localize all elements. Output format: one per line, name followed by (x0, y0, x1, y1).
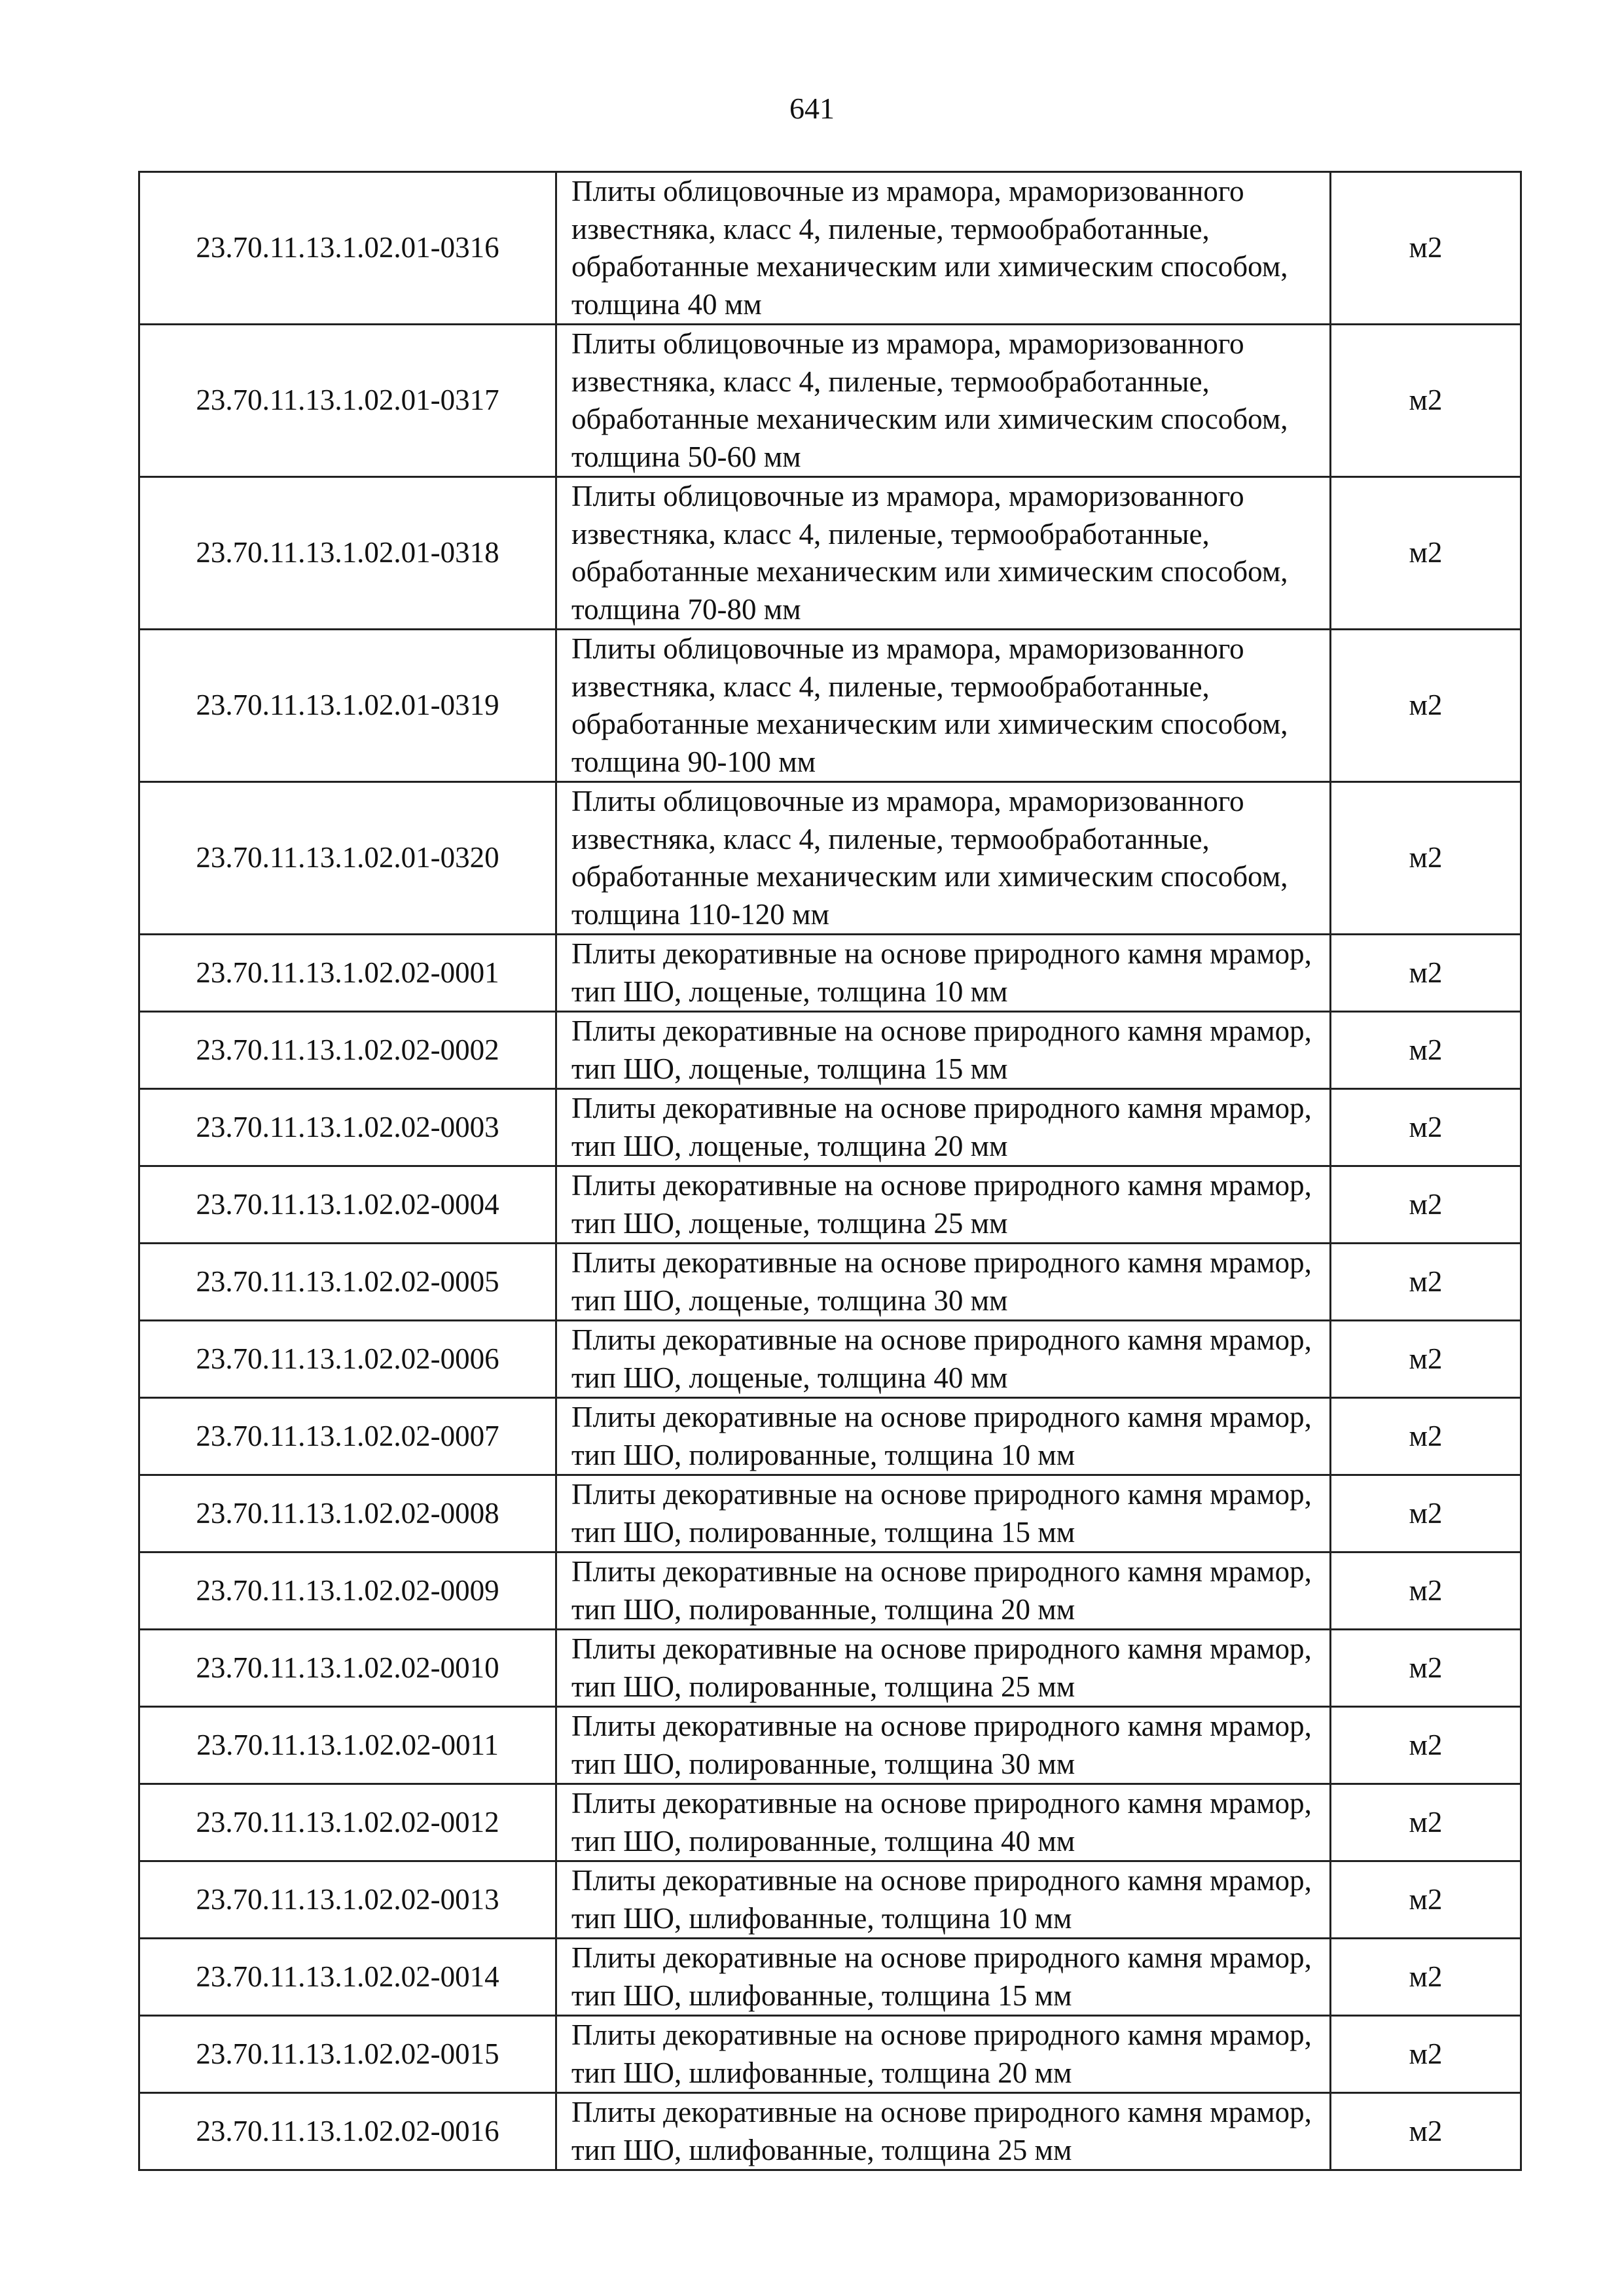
item-name: Плиты облицовочные из мрамора, мраморизованного известняка, класс 4, пиленые, термообработанные, обработанные механическим или химическим способом, толщина 70-80 мм (556, 477, 1331, 630)
item-name: Плиты декоративные на основе природного камня мрамор, тип ШО, лощеные, толщина 30 мм (556, 1244, 1331, 1321)
item-code: 23.70.11.13.1.02.02-0009 (139, 1552, 556, 1630)
table-row (139, 1012, 1521, 1089)
item-code: 23.70.11.13.1.02.02-0005 (139, 1244, 556, 1321)
item-unit: м2 (1331, 782, 1521, 935)
item-unit: м2 (1331, 477, 1521, 630)
item-code: 23.70.11.13.1.02.02-0012 (139, 1784, 556, 1861)
item-unit: м2 (1331, 935, 1521, 1012)
item-code: 23.70.11.13.1.02.02-0002 (139, 1012, 556, 1089)
item-unit: м2 (1331, 1398, 1521, 1475)
item-name: Плиты декоративные на основе природного камня мрамор, тип ШО, шлифованные, толщина 10 мм (556, 1861, 1331, 1939)
table-row (139, 1552, 1521, 1630)
item-name: Плиты облицовочные из мрамора, мраморизованного известняка, класс 4, пиленые, термообработанные, обработанные механическим или химическим способом, толщина 50-60 мм (556, 325, 1331, 477)
item-code: 23.70.11.13.1.02.02-0013 (139, 1861, 556, 1939)
item-name: Плиты декоративные на основе природного камня мрамор, тип ШО, лощеные, толщина 10 мм (556, 935, 1331, 1012)
catalog-table (138, 171, 1522, 2171)
table-row (139, 630, 1521, 782)
item-name: Плиты декоративные на основе природного камня мрамор, тип ШО, полированные, толщина 10 мм (556, 1398, 1331, 1475)
item-code: 23.70.11.13.1.02.02-0004 (139, 1166, 556, 1244)
item-code: 23.70.11.13.1.02.01-0320 (139, 782, 556, 935)
table-row (139, 1707, 1521, 1784)
item-unit: м2 (1331, 1630, 1521, 1707)
page-number: 641 (789, 92, 835, 125)
table-row (139, 1939, 1521, 2016)
item-name: Плиты декоративные на основе природного камня мрамор, тип ШО, шлифованные, толщина 15 мм (556, 1939, 1331, 2016)
item-code: 23.70.11.13.1.02.02-0007 (139, 1398, 556, 1475)
item-unit: м2 (1331, 1707, 1521, 1784)
item-code: 23.70.11.13.1.02.02-0008 (139, 1475, 556, 1552)
item-name: Плиты декоративные на основе природного камня мрамор, тип ШО, лощеные, толщина 25 мм (556, 1166, 1331, 1244)
item-name: Плиты облицовочные из мрамора, мраморизованного известняка, класс 4, пиленые, термообработанные, обработанные механическим или химическим способом, толщина 40 мм (556, 172, 1331, 325)
item-code: 23.70.11.13.1.02.01-0319 (139, 630, 556, 782)
item-code: 23.70.11.13.1.02.02-0010 (139, 1630, 556, 1707)
table-row (139, 1244, 1521, 1321)
item-unit: м2 (1331, 1089, 1521, 1166)
item-unit: м2 (1331, 1166, 1521, 1244)
table-row (139, 1166, 1521, 1244)
table-row (139, 935, 1521, 1012)
item-unit: м2 (1331, 1861, 1521, 1939)
item-code: 23.70.11.13.1.02.02-0001 (139, 935, 556, 1012)
item-name: Плиты декоративные на основе природного камня мрамор, тип ШО, полированные, толщина 30 мм (556, 1707, 1331, 1784)
table-row (139, 782, 1521, 935)
table-row (139, 2016, 1521, 2093)
item-name: Плиты декоративные на основе природного камня мрамор, тип ШО, полированные, толщина 25 мм (556, 1630, 1331, 1707)
item-unit: м2 (1331, 1244, 1521, 1321)
item-name: Плиты декоративные на основе природного камня мрамор, тип ШО, полированные, толщина 20 мм (556, 1552, 1331, 1630)
item-unit: м2 (1331, 1012, 1521, 1089)
item-code: 23.70.11.13.1.02.02-0011 (139, 1707, 556, 1784)
item-unit: м2 (1331, 2016, 1521, 2093)
table-row (139, 1475, 1521, 1552)
item-name: Плиты декоративные на основе природного камня мрамор, тип ШО, полированные, толщина 40 мм (556, 1784, 1331, 1861)
table-row (139, 1398, 1521, 1475)
table-row (139, 325, 1521, 477)
item-name: Плиты декоративные на основе природного камня мрамор, тип ШО, лощеные, толщина 20 мм (556, 1089, 1331, 1166)
item-code: 23.70.11.13.1.02.02-0006 (139, 1321, 556, 1398)
item-name: Плиты декоративные на основе природного камня мрамор, тип ШО, шлифованные, толщина 20 мм (556, 2016, 1331, 2093)
table-row (139, 477, 1521, 630)
item-code: 23.70.11.13.1.02.02-0014 (139, 1939, 556, 2016)
table-row (139, 1784, 1521, 1861)
item-unit: м2 (1331, 1321, 1521, 1398)
item-unit: м2 (1331, 630, 1521, 782)
item-name: Плиты облицовочные из мрамора, мраморизованного известняка, класс 4, пиленые, термообработанные, обработанные механическим или химическим способом, толщина 110-120 мм (556, 782, 1331, 935)
item-name: Плиты декоративные на основе природного камня мрамор, тип ШО, лощеные, толщина 40 мм (556, 1321, 1331, 1398)
item-unit: м2 (1331, 1475, 1521, 1552)
table-row (139, 1089, 1521, 1166)
item-name: Плиты декоративные на основе природного камня мрамор, тип ШО, лощеные, толщина 15 мм (556, 1012, 1331, 1089)
table-row (139, 172, 1521, 325)
item-unit: м2 (1331, 172, 1521, 325)
item-unit: м2 (1331, 1784, 1521, 1861)
table-row (139, 1321, 1521, 1398)
item-code: 23.70.11.13.1.02.02-0003 (139, 1089, 556, 1166)
item-name: Плиты декоративные на основе природного камня мрамор, тип ШО, шлифованные, толщина 25 мм (556, 2093, 1331, 2170)
item-code: 23.70.11.13.1.02.01-0318 (139, 477, 556, 630)
table-row (139, 1861, 1521, 1939)
item-code: 23.70.11.13.1.02.02-0015 (139, 2016, 556, 2093)
item-unit: м2 (1331, 1939, 1521, 2016)
item-unit: м2 (1331, 325, 1521, 477)
table-row (139, 1630, 1521, 1707)
item-name: Плиты декоративные на основе природного камня мрамор, тип ШО, полированные, толщина 15 мм (556, 1475, 1331, 1552)
item-name: Плиты облицовочные из мрамора, мраморизованного известняка, класс 4, пиленые, термообработанные, обработанные механическим или химическим способом, толщина 90-100 мм (556, 630, 1331, 782)
item-code: 23.70.11.13.1.02.02-0016 (139, 2093, 556, 2170)
item-unit: м2 (1331, 1552, 1521, 1630)
table-row (139, 2093, 1521, 2170)
item-unit: м2 (1331, 2093, 1521, 2170)
item-code: 23.70.11.13.1.02.01-0316 (139, 172, 556, 325)
item-code: 23.70.11.13.1.02.01-0317 (139, 325, 556, 477)
